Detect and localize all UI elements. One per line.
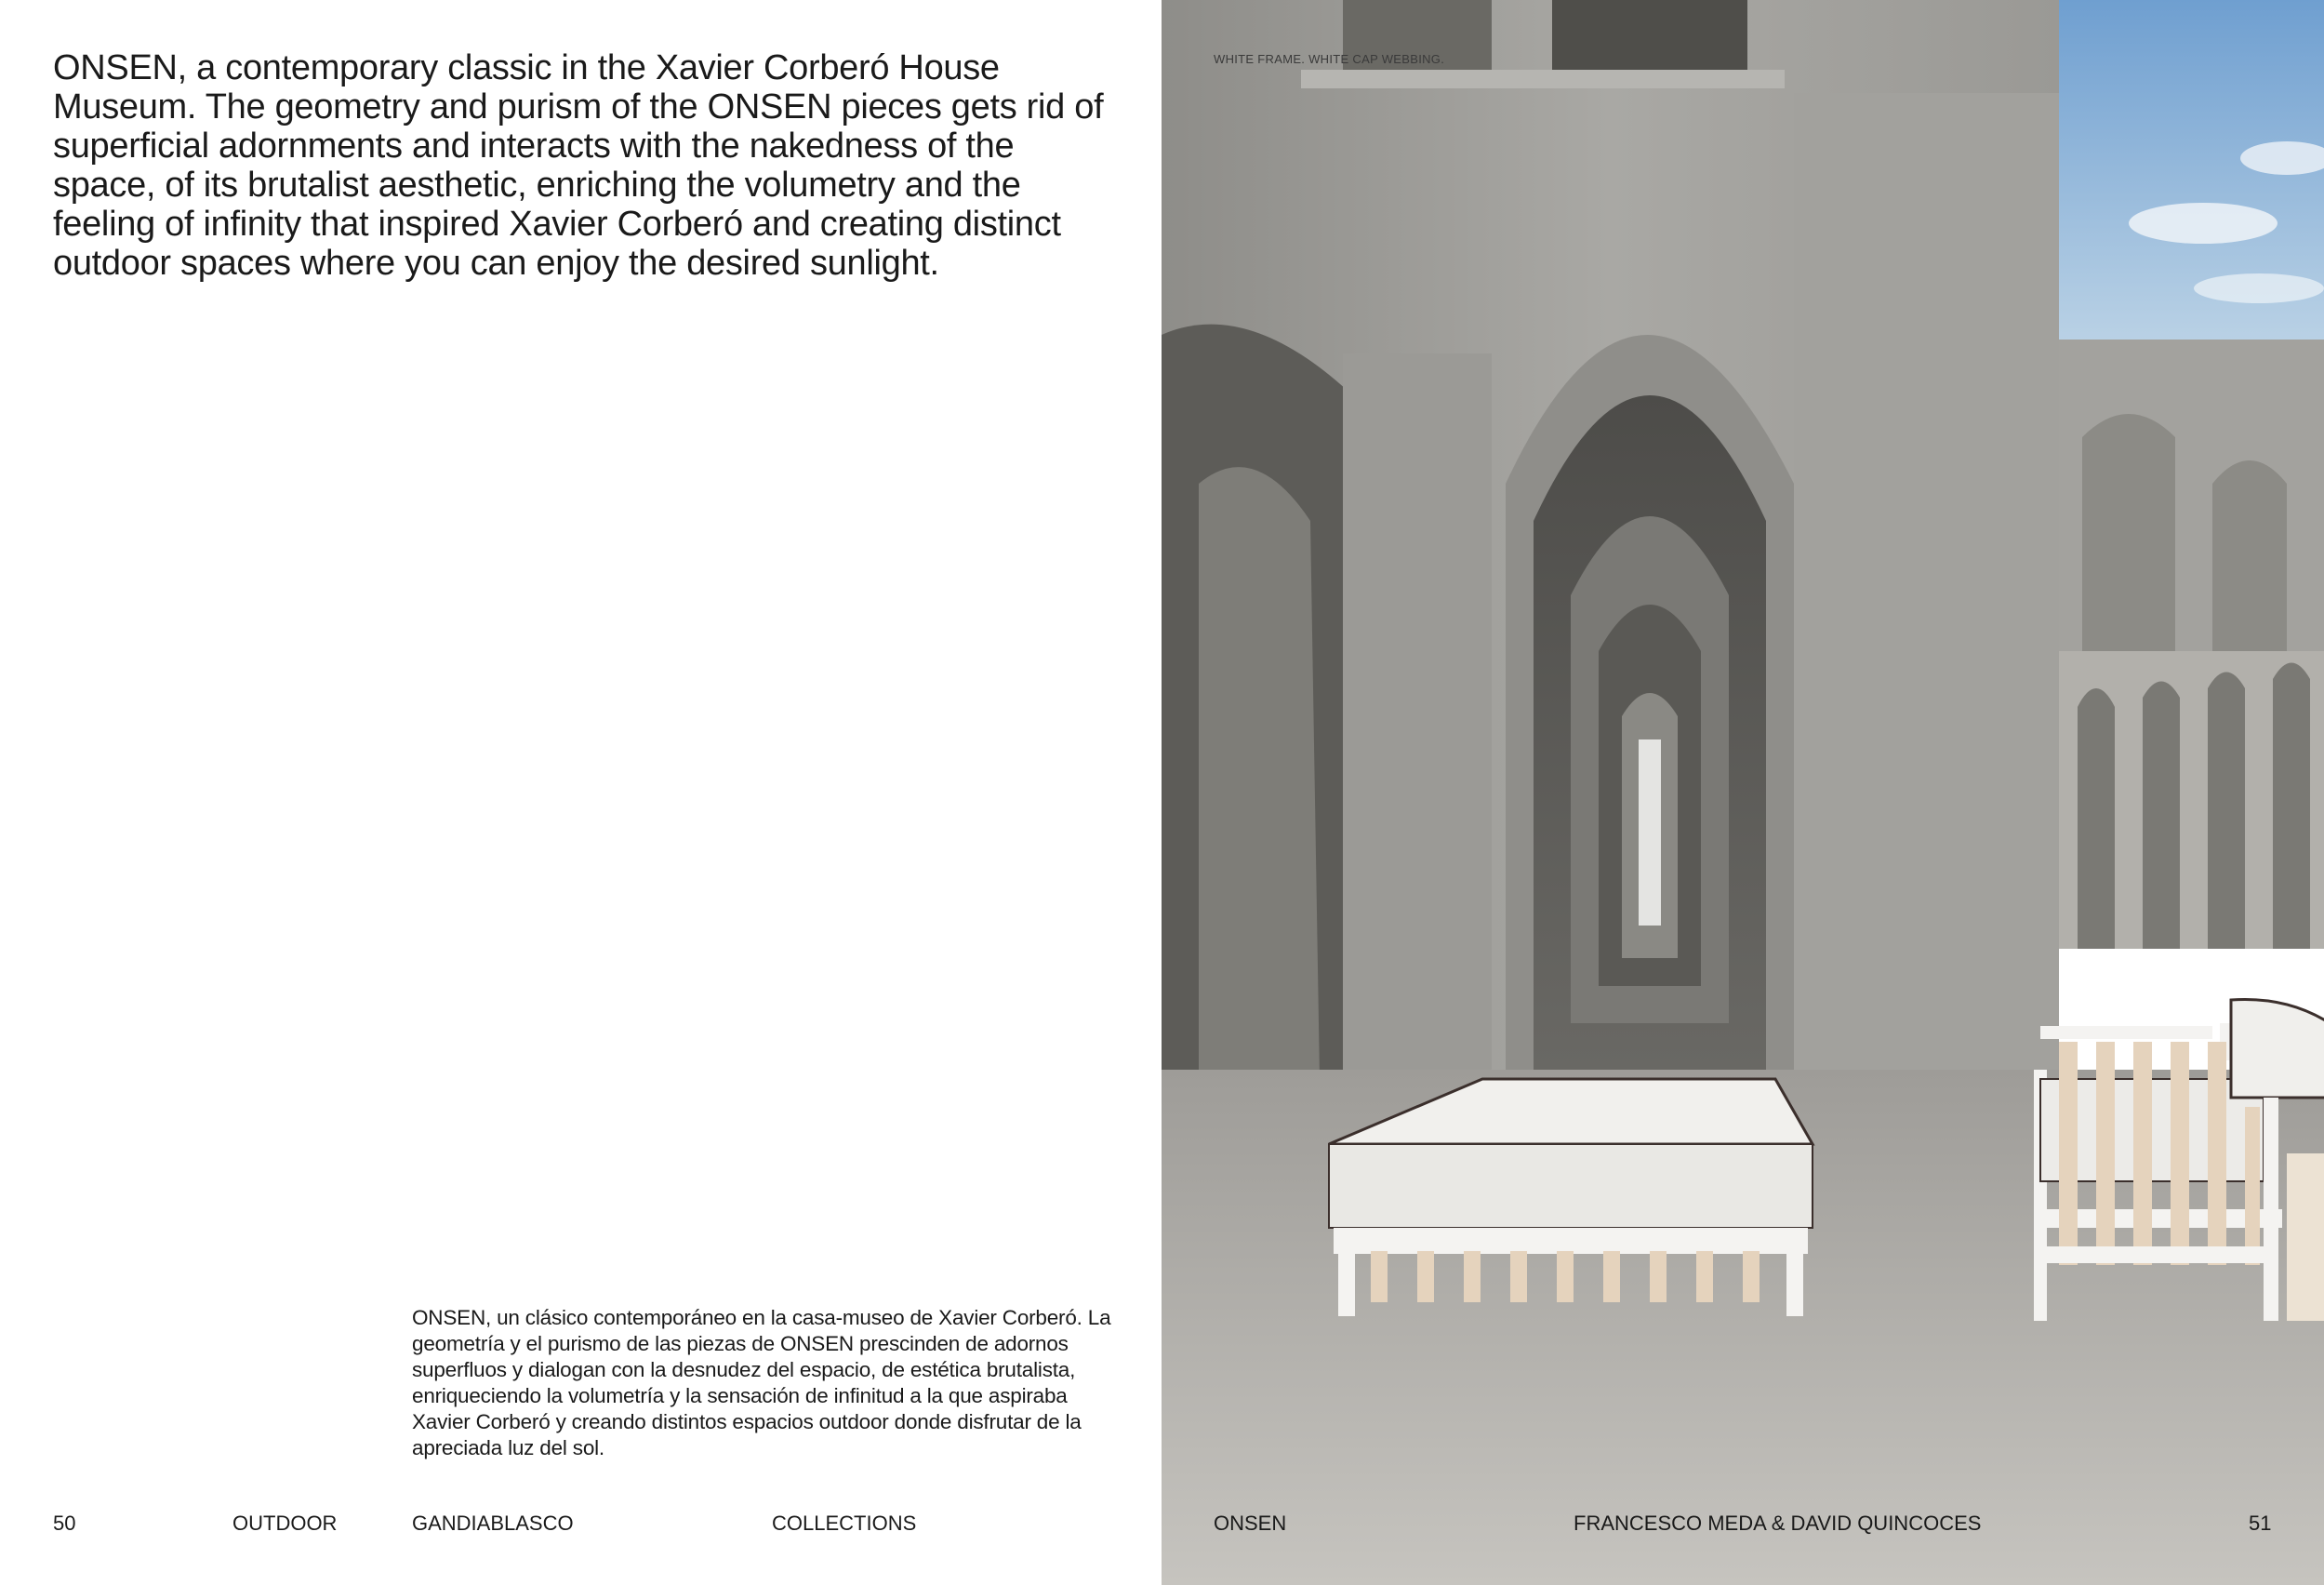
footer-category: OUTDOOR [232,1512,338,1535]
left-pillar [1343,353,1492,1116]
cloud [2129,203,2278,244]
footer-collection: ONSEN [1214,1512,1287,1535]
right-page [1162,0,2324,1585]
architecture-photo [1162,0,2324,1585]
intro-text-spanish: ONSEN, un clásico contemporáneo en la casa-museo de Xavier Corberó. La geometría y el purismo de las piezas de ONSEN prescinden de adornos superfluos y dialogan con la desnudez del espacio, de estética brutalista, enriqueciendo la volumetría y la sensación de infinitud a la que aspiraba Xavier Corberó y creando distintos espacios outdoor donde disfrutar de la apreciada luz del sol. [412,1306,1111,1459]
intro-text-english: ONSEN, a contemporary classic in the Xavier Corberó House Museum. The geometry and purism of the ONSEN pieces gets rid of superficial adornments and interacts with the nakedness of the space, of its brutalist aesthetic, enriching the volumetry and the feeling of infinity that inspired Xavier Corberó and creating distinct outdoor spaces where you can enjoy the desired sunlight. [53,48,1104,283]
photo-caption: WHITE FRAME. WHITE CAP WEBBING. [1214,52,1445,66]
footer-designers: FRANCESCO MEDA & DAVID QUINCOCES [1574,1512,1982,1535]
footer-brand: GANDIABLASCO [412,1512,574,1535]
left-arch-inner [1199,467,1320,1079]
right-pillar [1794,93,2059,1116]
footer-page-number-right: 51 [2249,1512,2272,1535]
tunnel-light [1639,739,1661,926]
cloud [2194,273,2324,303]
footer-section: COLLECTIONS [772,1512,917,1535]
footer-page-number-left: 50 [53,1512,76,1535]
top-window-frame [1301,70,1785,88]
top-window [1552,0,1747,79]
